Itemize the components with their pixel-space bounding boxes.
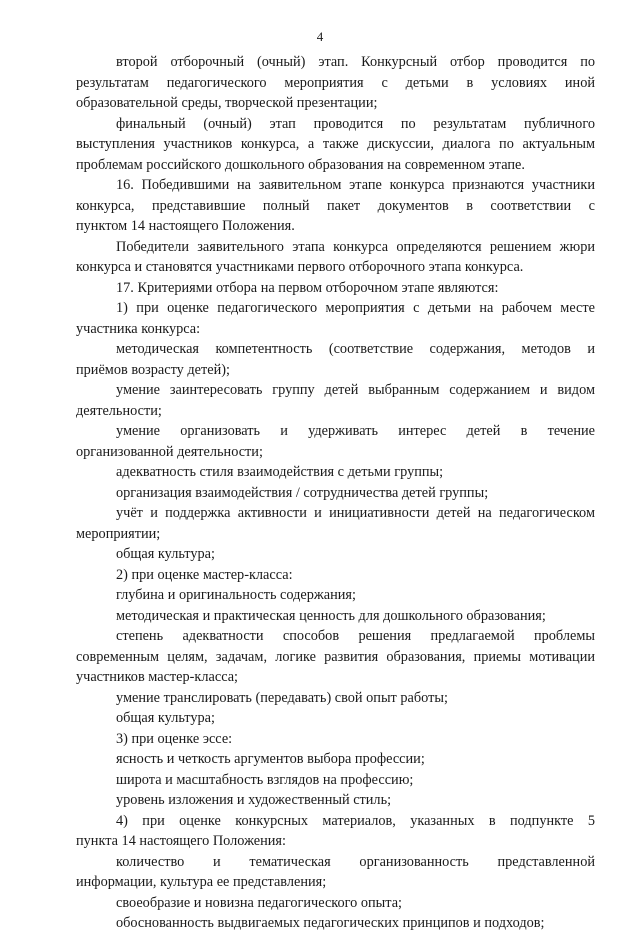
text-line: степень адекватности способов решения предлагаемой проблемы [116, 628, 595, 644]
text-line: общая культура; [116, 546, 215, 562]
text-line: количество и тематическая организованность представленной [116, 853, 595, 870]
text-line: умение транслировать (передавать) свой опыт работы; [116, 689, 448, 706]
text-line: участника конкурса: [76, 320, 201, 337]
text-line: Победители заявительного этапа конкурса определяются решением жюри [116, 238, 595, 255]
text-line: 2) при оценке мастер-класса: [116, 566, 293, 583]
text-line: 16. Победившими на заявительном этапе конкурса признаются участники [116, 177, 595, 193]
text-line: 17. Критериями отбора на первом отборочном этапе являются: [116, 279, 499, 296]
text-line: приёмов возрасту детей); [76, 361, 230, 378]
text-line: обоснованность выдвигаемых педагогических принципов и подходов; [116, 915, 545, 931]
page-number: 4 [316, 29, 324, 44]
text-line: второй отборочный (очный) этап. Конкурсный отбор проводится по [116, 54, 595, 70]
text-line: результатам педагогического мероприятия с детьми в условиях иной [76, 74, 595, 91]
text-line: конкурса, представившие полный пакет документов в соответствии с [76, 197, 595, 214]
text-line: мероприятии; [76, 525, 161, 542]
text-line: учёт и поддержка активности и инициативности детей на педагогическом [116, 505, 595, 521]
text-line: адекватность стиля взаимодействия с детьми группы; [116, 464, 444, 480]
text-line: деятельности; [76, 402, 162, 419]
text-line: организованной деятельности; [76, 443, 263, 460]
text-line: 1) при оценке педагогического мероприятия с детьми на рабочем месте [116, 300, 595, 316]
document-body [76, 52, 595, 934]
text-line: общая культура; [116, 710, 215, 726]
text-line: 3) при оценке эссе: [116, 730, 233, 747]
text-line: конкурса и становятся участниками первого отборочного этапа конкурса. [76, 259, 524, 275]
text-line: пунктом 14 настоящего Положения. [76, 218, 295, 234]
text-line: своеобразие и новизна педагогического опыта; [116, 894, 403, 911]
text-line: организация взаимодействия / сотрудничества детей группы; [116, 484, 489, 501]
text-line: методическая и практическая ценность для дошкольного образования; [116, 607, 546, 624]
text-line: умение организовать и удерживать интерес детей в течение [116, 423, 595, 439]
text-line: выступления участников конкурса, а также дискуссии, диалога по актуальным [76, 136, 595, 152]
text-line: современным целям, задачам, логике развития образования, приемы мотивации [76, 648, 595, 665]
text-line: финальный (очный) этап проводится по результатам публичного [116, 115, 595, 132]
text-line: пункта 14 настоящего Положения: [76, 833, 286, 849]
text-line: глубина и оригинальность содержания; [116, 587, 356, 603]
text-line: участников мастер-класса; [76, 669, 239, 685]
text-line: ясность и четкость аргументов выбора профессии; [116, 751, 425, 767]
text-line: широта и масштабность взглядов на профессию; [116, 771, 414, 788]
text-line: информации, культура ее представления; [76, 874, 327, 890]
text-line: умение заинтересовать группу детей выбранным содержанием и видом [116, 382, 595, 398]
text-line: 4) при оценке конкурсных материалов, указанных в подпункте 5 [116, 812, 595, 829]
text-line: проблемам российского дошкольного образования на современном этапе. [76, 156, 525, 173]
text-line: образовательной среды, творческой презентации; [76, 95, 378, 111]
text-line: уровень изложения и художественный стиль; [116, 792, 392, 808]
text-line: методическая компетентность (соответствие содержания, методов и [116, 341, 595, 357]
